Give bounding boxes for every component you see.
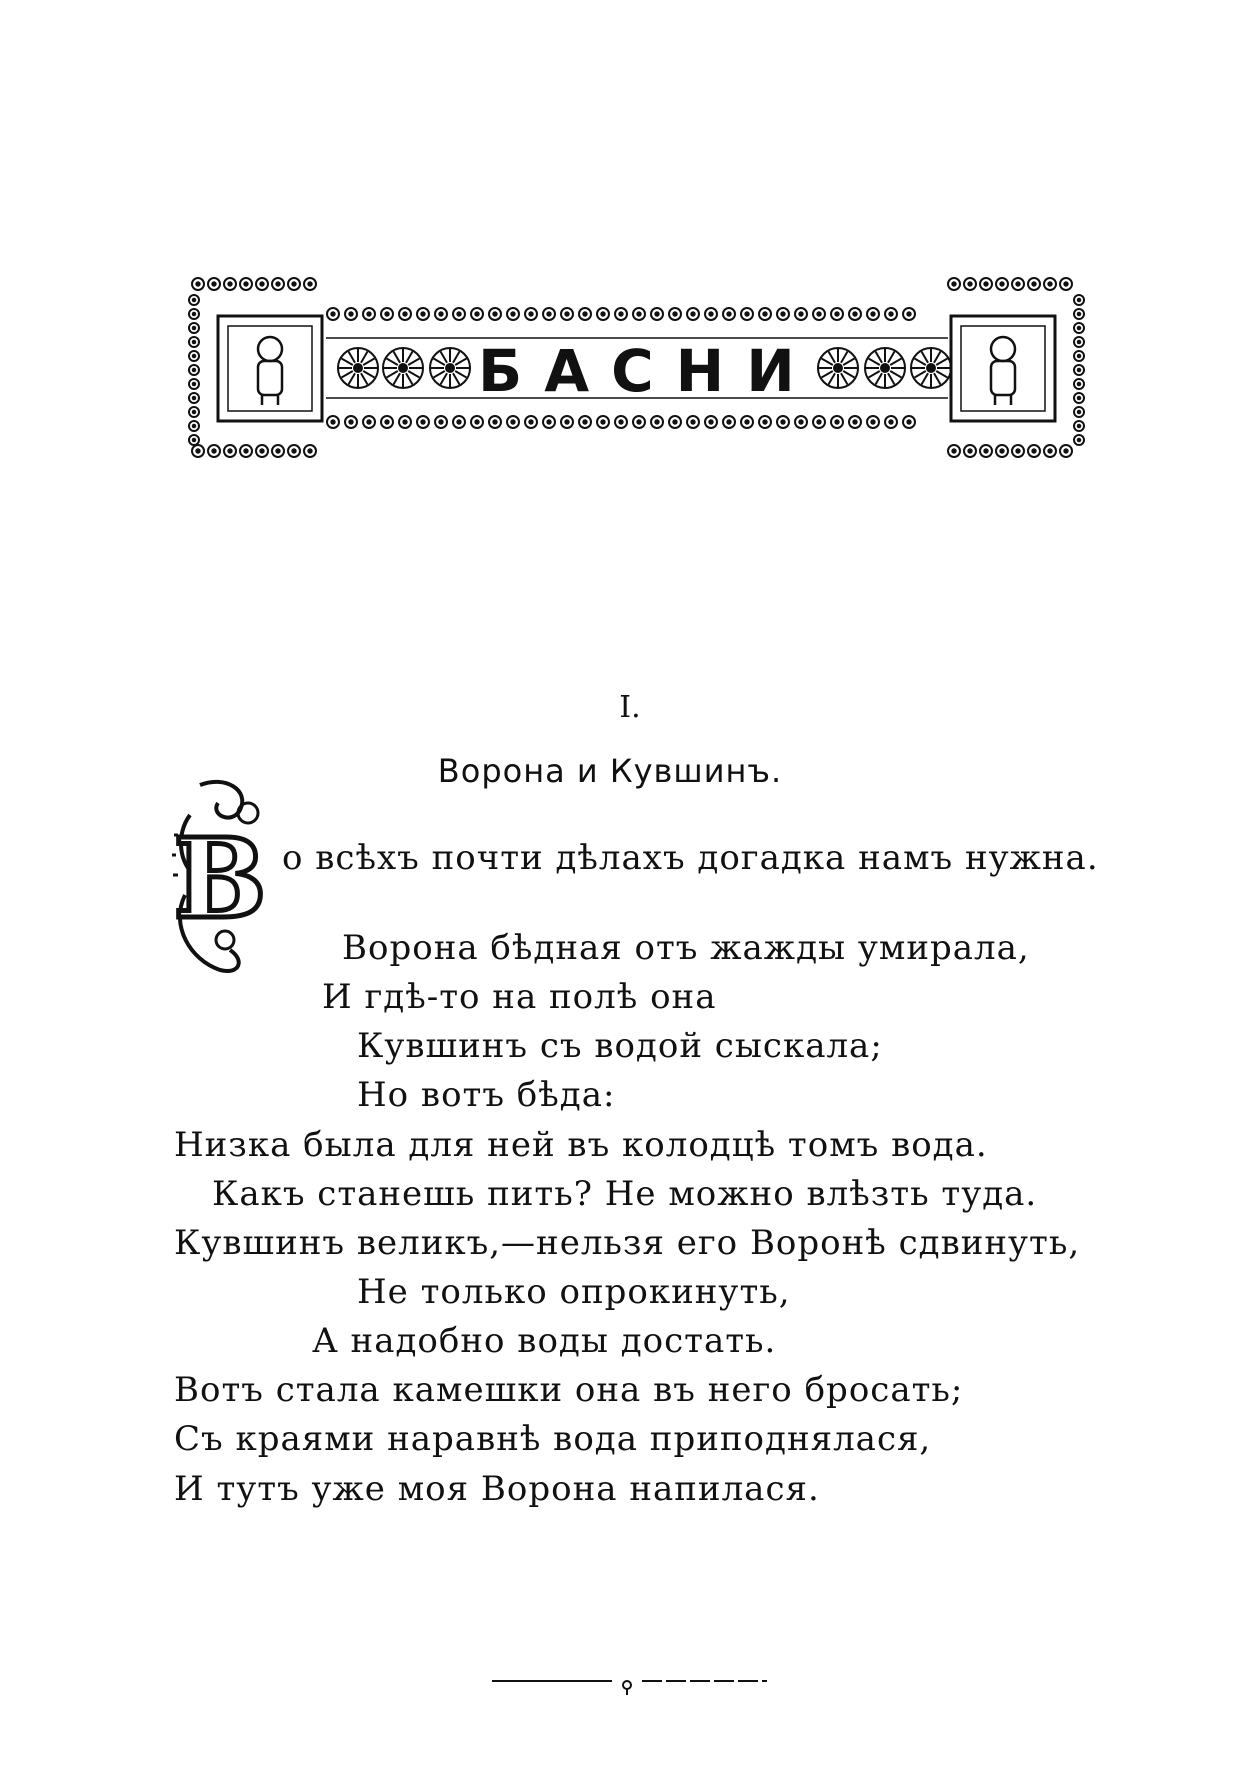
poem-line: Вотъ стала камешки она въ него бросать;	[174, 1370, 964, 1410]
section-title: БАСНИ	[478, 337, 817, 405]
poem-line: Кувшинъ съ водой сыскала;	[357, 1026, 883, 1066]
poem-line: Низка была для ней въ колодцѣ томъ вода.	[174, 1125, 988, 1165]
poem-line: Но вотъ бѣда:	[357, 1075, 616, 1115]
fable-number: I.	[619, 690, 641, 725]
poem-line: Какъ станешь пить? Не можно влѣзть туда.	[212, 1174, 1038, 1214]
fable-title: Ворона и Кувшинъ.	[437, 752, 783, 790]
poem-line: И гдѣ-то на полѣ она	[322, 977, 717, 1017]
poem-line: Не только опрокинуть,	[357, 1272, 791, 1312]
poem-line: Ворона бѣдная отъ жажды умирала,	[342, 928, 1030, 968]
closing-rule	[492, 1675, 767, 1695]
header-banner	[188, 276, 1085, 459]
ornamental-initial	[170, 775, 280, 985]
initial-ornament	[170, 775, 280, 985]
poem-line: Кувшинъ великъ,—нельзя его Воронѣ сдвинуть,	[174, 1223, 1081, 1263]
poem-line: А надобно воды достать.	[312, 1321, 777, 1361]
poem-line: о всѣхъ почти дѣлахъ догадка намъ нужна.	[282, 838, 1099, 878]
initial-letter: В	[173, 814, 267, 943]
poem-line: Съ краями наравнѣ вода приподнялася,	[174, 1419, 932, 1459]
poem-line: И тутъ уже моя Ворона напилася.	[174, 1469, 820, 1509]
